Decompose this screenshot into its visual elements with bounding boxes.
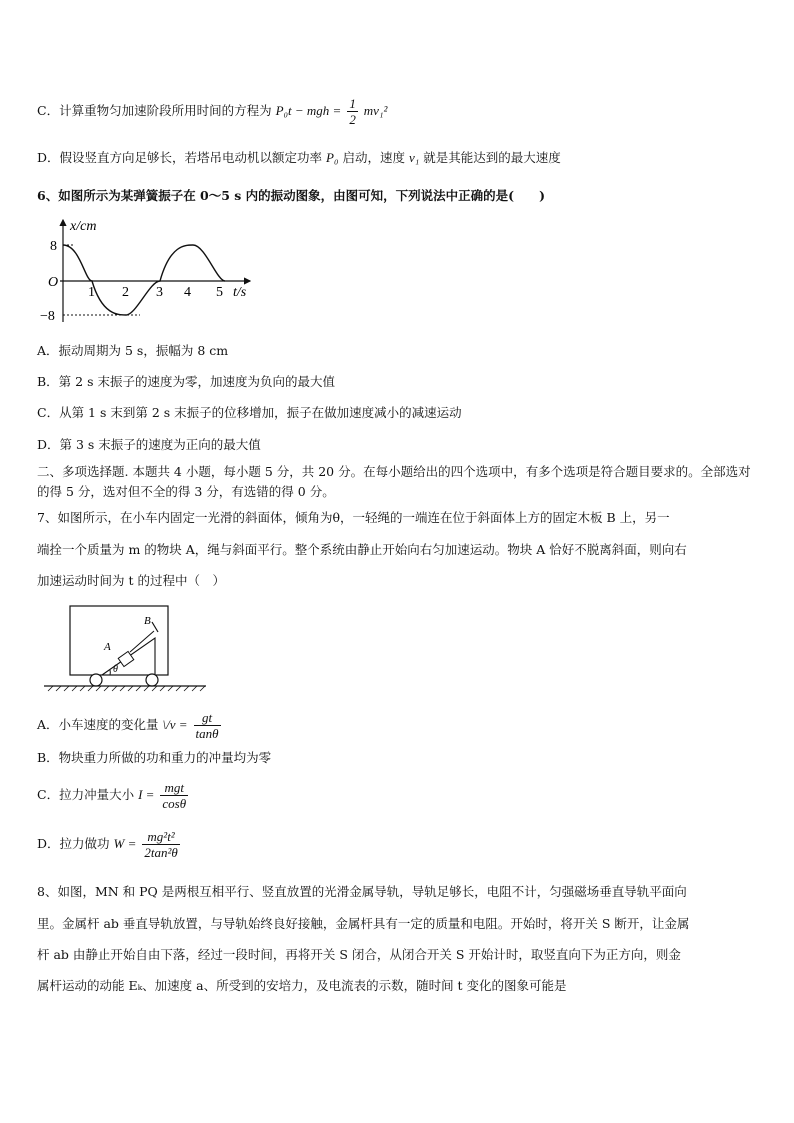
q8-line3: 杆 ab 由静止开始自由下落，经过一段时间，再将开关 S 闭合，从闭合开关 S 开始计时，取竖直向下为正方向，则金 bbox=[37, 947, 681, 962]
fixed-board-b bbox=[152, 622, 158, 632]
q5-option-d-text-1: D．假设竖直方向足够长，若塔吊电动机以额定功率 bbox=[37, 150, 323, 165]
x-tick-3: 3 bbox=[156, 285, 163, 300]
q8-line2: 里。金属杆 ab 垂直导轨放置，与导轨始终良好接触，金属杆具有一定的质量和电阻。开始时，将开关 S 断开，让金属 bbox=[37, 916, 690, 931]
q7-option-d-lhs: W = bbox=[113, 836, 137, 851]
x-tick-1: 1 bbox=[88, 285, 95, 300]
q6-vibration-graph bbox=[40, 214, 260, 326]
y-axis-label: x/cm bbox=[70, 219, 97, 234]
fraction-denominator: cosθ bbox=[162, 796, 187, 811]
q5-option-c-fraction bbox=[347, 96, 358, 127]
fraction-denominator: tanθ bbox=[195, 726, 219, 741]
q7-option-a-text: A．小车速度的变化量 bbox=[37, 717, 159, 732]
q7-option-a-fraction bbox=[194, 710, 221, 741]
ground-hatch bbox=[48, 686, 205, 691]
q7-option-d-text: D．拉力做功 bbox=[37, 836, 110, 851]
label-a: A bbox=[104, 641, 111, 653]
block-a bbox=[118, 651, 134, 666]
x-ticks bbox=[88, 285, 223, 300]
q5-option-d-text-3: 就是其能达到的最大速度 bbox=[423, 150, 561, 165]
q7-option-a-lhs: \/v = bbox=[162, 717, 188, 732]
q6-option-a: A．振动周期为 5 s，振幅为 8 cm bbox=[37, 343, 229, 358]
q7-option-d bbox=[37, 829, 182, 860]
right-wheel bbox=[146, 674, 158, 686]
cart-box bbox=[70, 606, 168, 675]
left-wheel bbox=[90, 674, 102, 686]
q6-stem: 6、如图所示为某弹簧振子在 0～5 s 内的振动图象，由图可知，下列说法中正确的是( ) bbox=[37, 188, 546, 203]
q7-stem-line2: 端拴一个质量为 m 的物块 A，绳与斜面平行。整个系统由静止开始向右匀加速运动。物块 A 恰好不脱离斜面，则向右 bbox=[37, 542, 687, 557]
y-tick-top: 8 bbox=[50, 239, 57, 254]
fraction-numerator: mgt bbox=[160, 780, 188, 796]
q6-option-b: B．第 2 s 末振子的速度为零，加速度为负向的最大值 bbox=[37, 374, 335, 389]
q5-option-d bbox=[37, 149, 561, 167]
q7-option-a bbox=[37, 710, 223, 741]
section2-heading: 二、多项选择题. 本题共 4 小题，每小题 5 分，共 20 分。在每小题给出的四个选项中，有多个选项是符合题目要求的。全部选对的得 5 分，选对但不全的得 3 分，有选错的得 0 分。 bbox=[37, 464, 751, 499]
q5-option-c bbox=[37, 96, 387, 127]
q5-option-c-rhs: mv₁² bbox=[363, 103, 388, 118]
origin-label: O bbox=[48, 275, 59, 290]
q5-option-c-lhs: P₀t − mgh = bbox=[275, 103, 342, 118]
q7-option-c bbox=[37, 780, 190, 811]
label-b: B bbox=[144, 615, 151, 627]
q7-option-c-lhs: I = bbox=[138, 787, 155, 802]
fraction-denominator: 2tan²θ bbox=[144, 845, 178, 860]
q7-stem-line1: 7、如图所示，在小车内固定一光滑的斜面体，倾角为θ，一轻绳的一端连在位于斜面体上方的固定木板 B 上，另一 bbox=[37, 510, 670, 525]
q7-option-b: B．物块重力所做的功和重力的冲量均为零 bbox=[37, 750, 272, 765]
fraction-numerator: mg²t² bbox=[142, 829, 179, 845]
q5-option-c-text: C．计算重物匀加速阶段所用时间的方程为 bbox=[37, 103, 272, 118]
x-tick-2: 2 bbox=[122, 285, 129, 300]
q7-stem-line3: 加速运动时间为 t 的过程中（ ） bbox=[37, 573, 225, 588]
q7-option-c-text: C．拉力冲量大小 bbox=[37, 787, 135, 802]
x-axis-label: t/s bbox=[233, 285, 247, 300]
x-tick-4: 4 bbox=[184, 285, 191, 300]
q7-option-d-fraction bbox=[142, 829, 179, 860]
y-tick-bottom: −8 bbox=[40, 309, 55, 324]
x-tick-5: 5 bbox=[216, 285, 223, 300]
q5-option-d-text-2: 启动，速度 bbox=[342, 150, 405, 165]
vibration-curve bbox=[63, 245, 225, 315]
q5-option-d-sym-2: v₁ bbox=[408, 150, 420, 165]
label-theta: θ bbox=[113, 664, 118, 675]
fraction-denominator: 2 bbox=[349, 112, 356, 127]
q7-cart-figure bbox=[40, 600, 210, 695]
q6-option-c: C．从第 1 s 末到第 2 s 末振子的位移增加，振子在做加速度减小的减速运动 bbox=[37, 405, 462, 420]
fraction-numerator: 1 bbox=[349, 96, 356, 111]
q6-option-d: D．第 3 s 末振子的速度为正向的最大值 bbox=[37, 437, 261, 452]
q5-option-d-sym-1: P₀ bbox=[326, 150, 339, 165]
q8-line4: 属杆运动的动能 Eₖ、加速度 a、所受到的安培力，及电流表的示数，随时间 t 变化的图象可能是 bbox=[37, 978, 567, 993]
fraction-numerator: gt bbox=[194, 710, 221, 726]
q7-option-c-fraction bbox=[160, 780, 188, 811]
q8-line1: 8、如图，MN 和 PQ 是两根互相平行、竖直放置的光滑金属导轨，导轨足够长，电阻不计，匀强磁场垂直导轨平面向 bbox=[37, 884, 687, 899]
